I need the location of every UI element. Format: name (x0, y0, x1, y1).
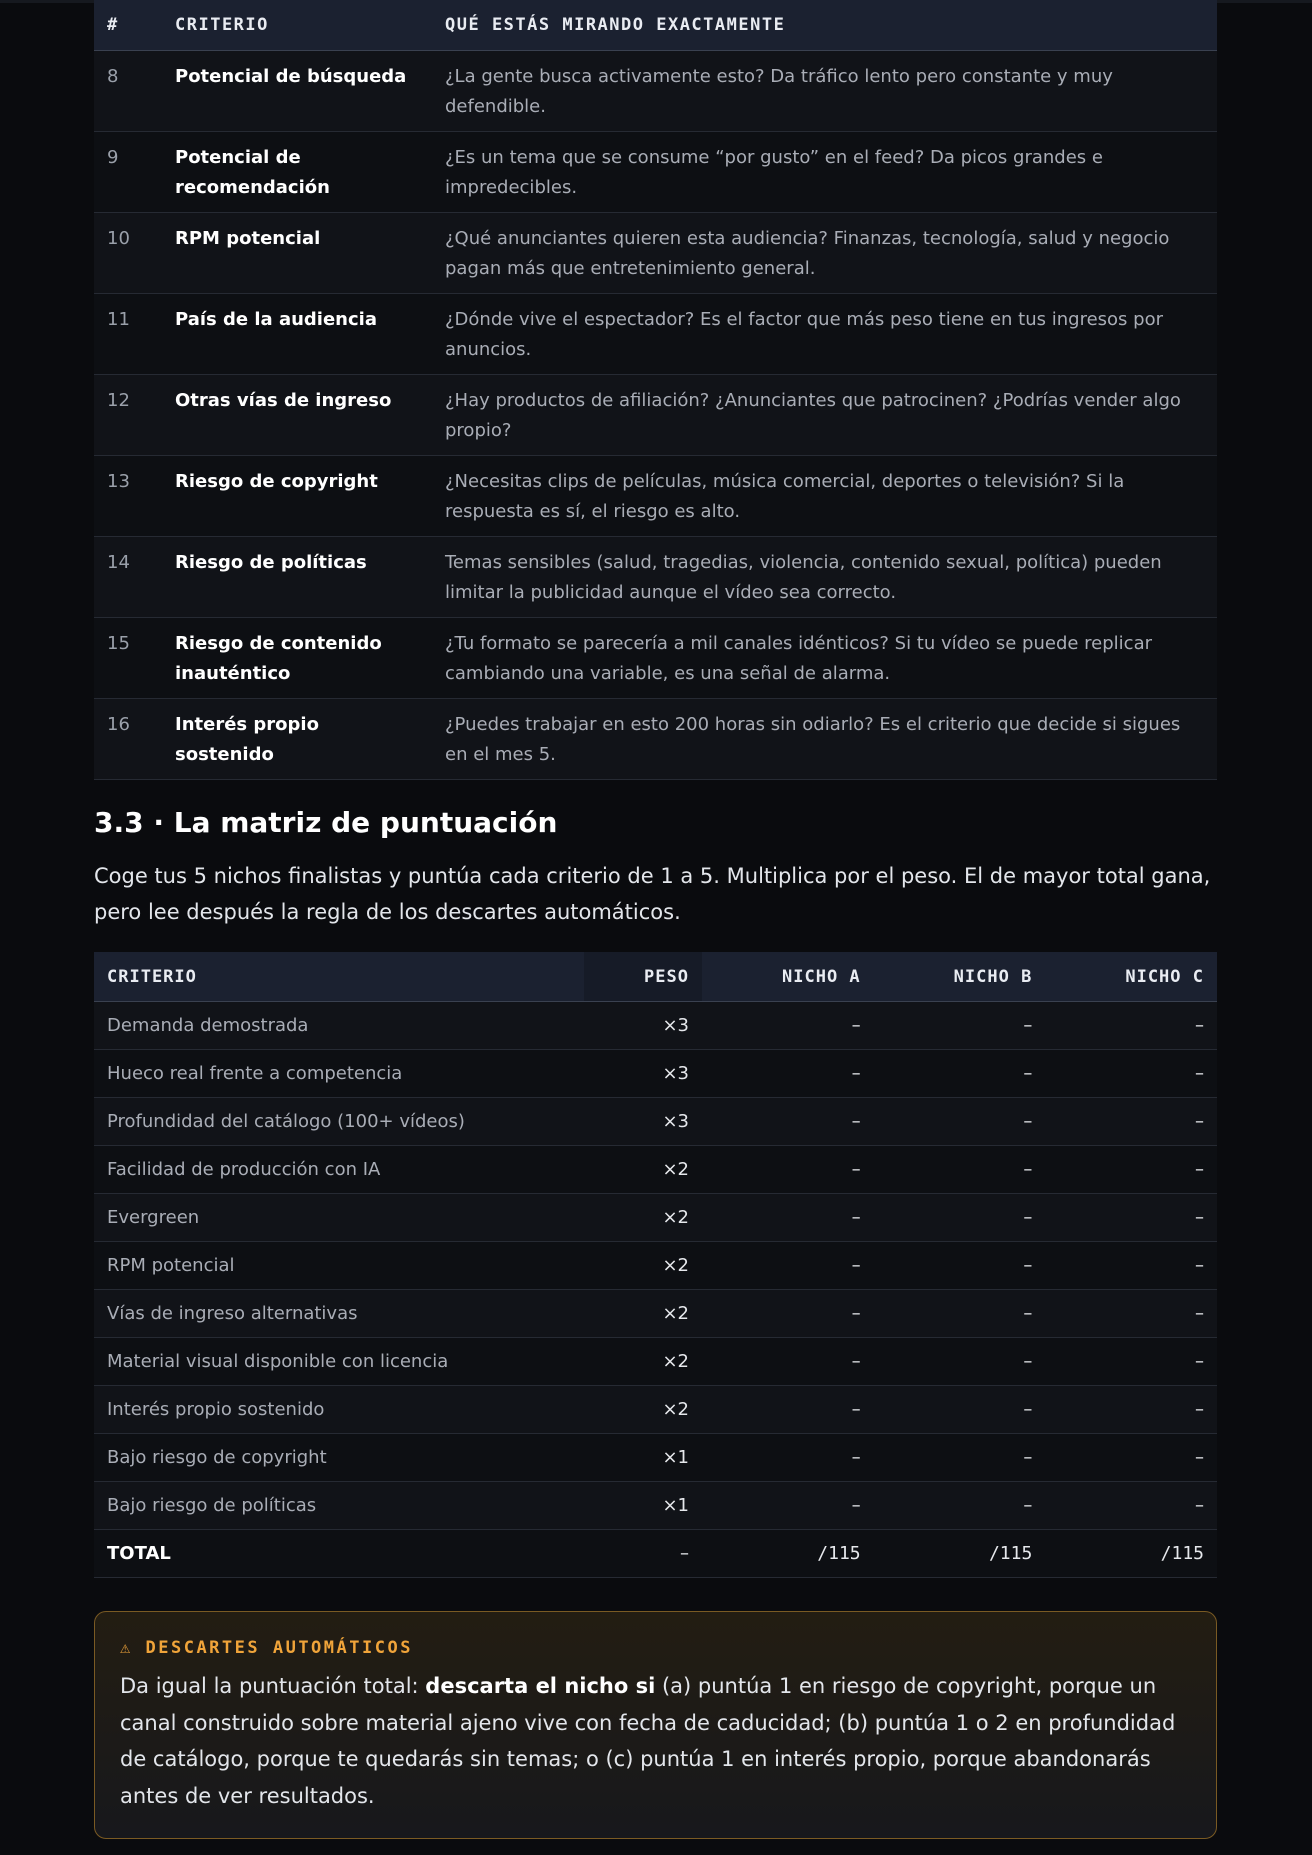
matrix-criterio: Demanda demostrada (94, 1002, 584, 1050)
matrix-criterio: Evergreen (94, 1194, 584, 1242)
criteria-row (94, 375, 1217, 456)
matrix-peso: ×1 (584, 1434, 702, 1482)
criteria-name: Riesgo de contenido inauténtico (162, 618, 432, 699)
col-criterio: CRITERIO (162, 0, 432, 51)
criteria-table (94, 0, 1217, 780)
criteria-number: 9 (94, 132, 162, 213)
matrix-nicho-a: – (702, 1146, 874, 1194)
criteria-description: ¿Puedes trabajar en esto 200 horas sin odiarlo? Es el criterio que decide si sigues en el mes 5. (432, 699, 1217, 780)
section-title: 3.3 · La matriz de puntuación (94, 806, 558, 839)
criteria-table-body (94, 51, 1217, 780)
criteria-description: ¿Necesitas clips de películas, música comercial, deportes o televisión? Si la respuesta es sí, el riesgo es alto. (432, 456, 1217, 537)
callout-title (120, 1638, 1191, 1658)
criteria-number: 10 (94, 213, 162, 294)
total-nicho-b: /115 (874, 1530, 1046, 1578)
criteria-row (94, 537, 1217, 618)
matrix-row (94, 1146, 1217, 1194)
matrix-row (94, 1434, 1217, 1482)
col-nicho-c: NICHO C (1045, 952, 1217, 1002)
document-content (94, 0, 1217, 1808)
total-nicho-a: /115 (702, 1530, 874, 1578)
matrix-criterio: Vías de ingreso alternativas (94, 1290, 584, 1338)
matrix-peso: ×2 (584, 1338, 702, 1386)
criteria-name: País de la audiencia (162, 294, 432, 375)
criteria-name: Otras vías de ingreso (162, 375, 432, 456)
col-number: # (94, 0, 162, 51)
col-criterio: CRITERIO (94, 952, 584, 1002)
criteria-row (94, 618, 1217, 699)
criteria-number: 11 (94, 294, 162, 375)
matrix-criterio: Bajo riesgo de copyright (94, 1434, 584, 1482)
matrix-nicho-b: – (874, 1002, 1046, 1050)
matrix-nicho-c: – (1045, 1338, 1217, 1386)
criteria-name: Riesgo de políticas (162, 537, 432, 618)
callout-title-text: DESCARTES AUTOMÁTICOS (145, 1638, 413, 1658)
criteria-number: 14 (94, 537, 162, 618)
criteria-row (94, 213, 1217, 294)
matrix-peso: ×3 (584, 1098, 702, 1146)
matrix-nicho-b: – (874, 1434, 1046, 1482)
matrix-criterio: RPM potencial (94, 1242, 584, 1290)
matrix-peso: ×2 (584, 1386, 702, 1434)
matrix-nicho-c: – (1045, 1434, 1217, 1482)
col-peso: PESO (584, 952, 702, 1002)
criteria-description: ¿Dónde vive el espectador? Es el factor que más peso tiene en tus ingresos por anuncios. (432, 294, 1217, 375)
matrix-peso: ×2 (584, 1146, 702, 1194)
matrix-row (94, 1050, 1217, 1098)
matrix-nicho-a: – (702, 1242, 874, 1290)
criteria-row (94, 132, 1217, 213)
matrix-criterio: Material visual disponible con licencia (94, 1338, 584, 1386)
criteria-description: ¿La gente busca activamente esto? Da tráfico lento pero constante y muy defendible. (432, 51, 1217, 132)
matrix-peso: ×2 (584, 1242, 702, 1290)
matrix-nicho-b: – (874, 1098, 1046, 1146)
criteria-row (94, 699, 1217, 780)
matrix-nicho-c: – (1045, 1386, 1217, 1434)
matrix-nicho-b: – (874, 1242, 1046, 1290)
criteria-row (94, 294, 1217, 375)
criteria-name: Riesgo de copyright (162, 456, 432, 537)
criteria-description: ¿Es un tema que se consume “por gusto” en el feed? Da picos grandes e impredecibles. (432, 132, 1217, 213)
section-intro: Coge tus 5 nichos finalistas y puntúa cada criterio de 1 a 5. Multiplica por el peso. El de mayor total gana, pero lee después la regla de los descartes automáticos. (94, 864, 1211, 924)
criteria-row (94, 456, 1217, 537)
matrix-nicho-a: – (702, 1194, 874, 1242)
matrix-peso: ×1 (584, 1482, 702, 1530)
matrix-nicho-b: – (874, 1386, 1046, 1434)
auto-discard-callout (94, 1611, 1217, 1839)
callout-text-before: Da igual la puntuación total: (120, 1674, 426, 1698)
matrix-row (94, 1194, 1217, 1242)
col-nicho-b: NICHO B (874, 952, 1046, 1002)
matrix-row (94, 1386, 1217, 1434)
score-matrix (94, 952, 1217, 1578)
matrix-nicho-c: – (1045, 1482, 1217, 1530)
matrix-nicho-b: – (874, 1482, 1046, 1530)
criteria-name: RPM potencial (162, 213, 432, 294)
criteria-number: 15 (94, 618, 162, 699)
criteria-number: 13 (94, 456, 162, 537)
criteria-number: 12 (94, 375, 162, 456)
matrix-peso: ×2 (584, 1290, 702, 1338)
matrix-peso: ×2 (584, 1194, 702, 1242)
matrix-criterio: Interés propio sostenido (94, 1386, 584, 1434)
matrix-nicho-a: – (702, 1290, 874, 1338)
matrix-nicho-c: – (1045, 1290, 1217, 1338)
matrix-nicho-c: – (1045, 1002, 1217, 1050)
matrix-nicho-c: – (1045, 1242, 1217, 1290)
matrix-nicho-b: – (874, 1290, 1046, 1338)
matrix-row (94, 1290, 1217, 1338)
matrix-row (94, 1098, 1217, 1146)
matrix-nicho-c: – (1045, 1098, 1217, 1146)
matrix-row (94, 1002, 1217, 1050)
matrix-peso: ×3 (584, 1050, 702, 1098)
matrix-nicho-a: – (702, 1482, 874, 1530)
callout-text (120, 1668, 1191, 1814)
criteria-description: ¿Hay productos de afiliación? ¿Anunciantes que patrocinen? ¿Podrías vender algo propio? (432, 375, 1217, 456)
matrix-peso: ×3 (584, 1002, 702, 1050)
total-peso: – (584, 1530, 702, 1578)
matrix-row (94, 1338, 1217, 1386)
matrix-criterio: Hueco real frente a competencia (94, 1050, 584, 1098)
warning-triangle-icon: ⚠ (120, 1638, 133, 1658)
total-criterio: TOTAL (94, 1530, 584, 1578)
matrix-row (94, 1482, 1217, 1530)
matrix-nicho-c: – (1045, 1050, 1217, 1098)
col-nicho-a: NICHO A (702, 952, 874, 1002)
criteria-description: ¿Qué anunciantes quieren esta audiencia? Finanzas, tecnología, salud y negocio pagan más que entretenimiento general. (432, 213, 1217, 294)
matrix-criterio: Profundidad del catálogo (100+ vídeos) (94, 1098, 584, 1146)
score-matrix-table (94, 952, 1217, 1578)
criteria-description: ¿Tu formato se parecería a mil canales idénticos? Si tu vídeo se puede replicar cambiando una variable, es una señal de alarma. (432, 618, 1217, 699)
matrix-criterio: Bajo riesgo de políticas (94, 1482, 584, 1530)
total-nicho-c: /115 (1045, 1530, 1217, 1578)
matrix-nicho-a: – (702, 1434, 874, 1482)
col-description: QUÉ ESTÁS MIRANDO EXACTAMENTE (432, 0, 1217, 51)
criteria-number: 16 (94, 699, 162, 780)
matrix-nicho-c: – (1045, 1146, 1217, 1194)
matrix-header (94, 952, 1217, 1002)
matrix-nicho-b: – (874, 1146, 1046, 1194)
matrix-nicho-b: – (874, 1050, 1046, 1098)
matrix-nicho-b: – (874, 1338, 1046, 1386)
matrix-row (94, 1242, 1217, 1290)
criteria-row (94, 51, 1217, 132)
matrix-criterio: Facilidad de producción con IA (94, 1146, 584, 1194)
callout-text-bold: descarta el nicho si (425, 1674, 656, 1698)
matrix-total-row (94, 1530, 1217, 1578)
criteria-name: Potencial de búsqueda (162, 51, 432, 132)
matrix-nicho-a: – (702, 1386, 874, 1434)
matrix-nicho-c: – (1045, 1194, 1217, 1242)
criteria-name: Interés propio sostenido (162, 699, 432, 780)
criteria-description: Temas sensibles (salud, tragedias, violencia, contenido sexual, política) pueden limitar la publicidad aunque el vídeo sea correcto. (432, 537, 1217, 618)
criteria-table-header (94, 0, 1217, 51)
callout-text-after: (a) puntúa 1 en riesgo de copyright, porque un canal construido sobre material ajeno vive con fecha de caducidad; (b) puntúa 1 o 2 en profundidad de catálogo, porque te quedarás sin temas; o (c) puntúa 1 en interés propio, porque abandonarás antes de ver resultados. (120, 1674, 1176, 1808)
matrix-nicho-a: – (702, 1002, 874, 1050)
matrix-nicho-a: – (702, 1098, 874, 1146)
matrix-nicho-a: – (702, 1050, 874, 1098)
criteria-name: Potencial de recomendación (162, 132, 432, 213)
matrix-nicho-b: – (874, 1194, 1046, 1242)
matrix-nicho-a: – (702, 1338, 874, 1386)
matrix-body (94, 1002, 1217, 1578)
criteria-number: 8 (94, 51, 162, 132)
